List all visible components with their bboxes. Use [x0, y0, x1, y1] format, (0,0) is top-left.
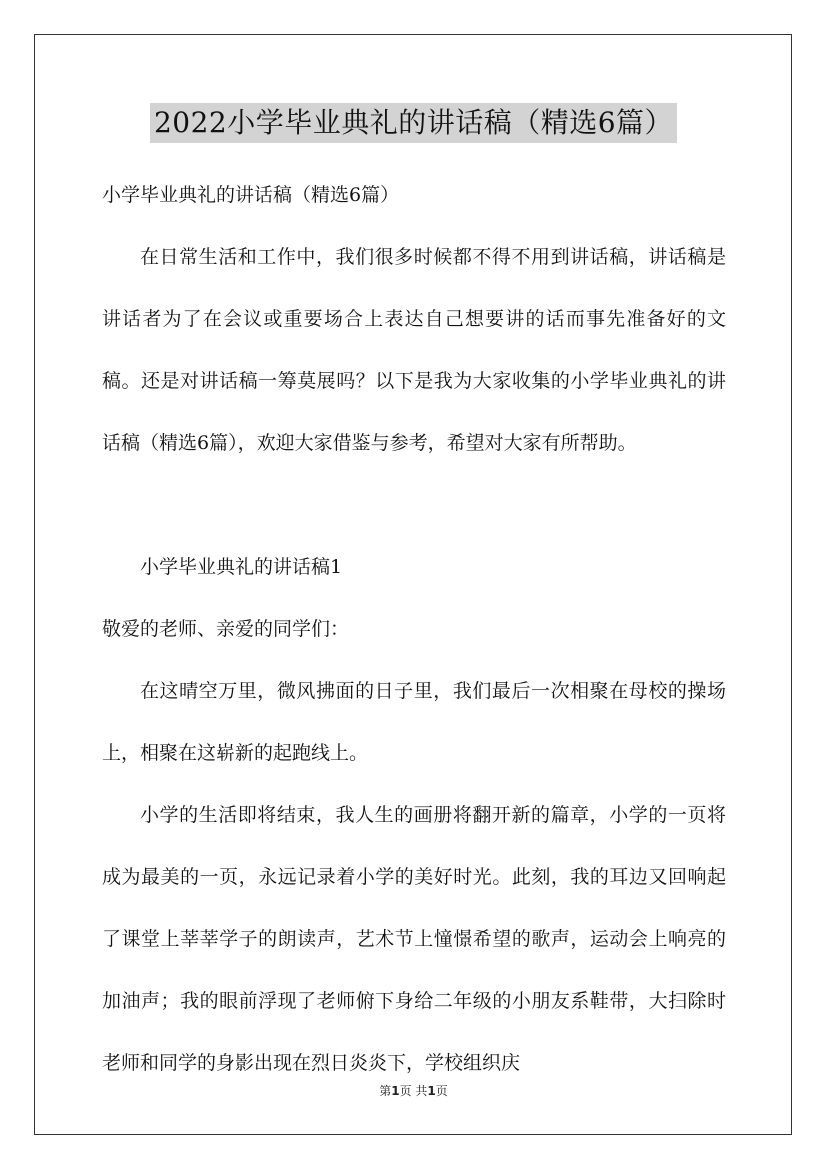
footer-page-suffix: 页	[435, 1084, 448, 1098]
document-subtitle: 小学毕业典礼的讲话稿（精选6篇）	[102, 184, 400, 206]
salutation: 敬爱的老师、亲爱的同学们：	[102, 618, 350, 640]
footer-page-total: 1	[427, 1084, 436, 1098]
document-title: 2022小学毕业典礼的讲话稿（精选6篇）	[150, 103, 677, 143]
footer-page-current: 1	[391, 1084, 400, 1098]
title-container	[0, 103, 827, 143]
body-paragraph-2: 小学的生活即将结束，我人生的画册将翻开新的篇章，小学的一页将成为最美的一页，永远记录着小学的美好时光。此刻，我的耳边又回响起了课堂上莘莘学子的朗读声，艺术节上憧憬希望的歌声，运动会上响亮的加油声；我的眼前浮现了老师俯下身给二年级的小朋友系鞋带，大扫除时老师和同学的身影出现在烈日炎炎下，学校组织庆	[102, 804, 726, 1074]
footer-page-mid: 页 共	[399, 1084, 428, 1098]
page-footer	[0, 1082, 827, 1099]
spacer	[102, 474, 726, 536]
body-paragraph-1: 在这晴空万里，微风拂面的日子里，我们最后一次相聚在母校的操场上，相聚在这崭新的起跑线上。	[102, 680, 726, 764]
section-heading: 小学毕业典礼的讲话稿1	[140, 556, 343, 578]
footer-page-prefix: 第	[379, 1084, 392, 1098]
intro-paragraph: 在日常生活和工作中，我们很多时候都不得不用到讲话稿，讲话稿是讲话者为了在会议或重要场合上表达自己想要讲的话而事先准备好的文稿。还是对讲话稿一筹莫展吗？以下是我为大家收集的小学毕业典礼的讲话稿（精选6篇），欢迎大家借鉴与参考，希望对大家有所帮助。	[102, 246, 726, 454]
document-body	[102, 164, 726, 1094]
